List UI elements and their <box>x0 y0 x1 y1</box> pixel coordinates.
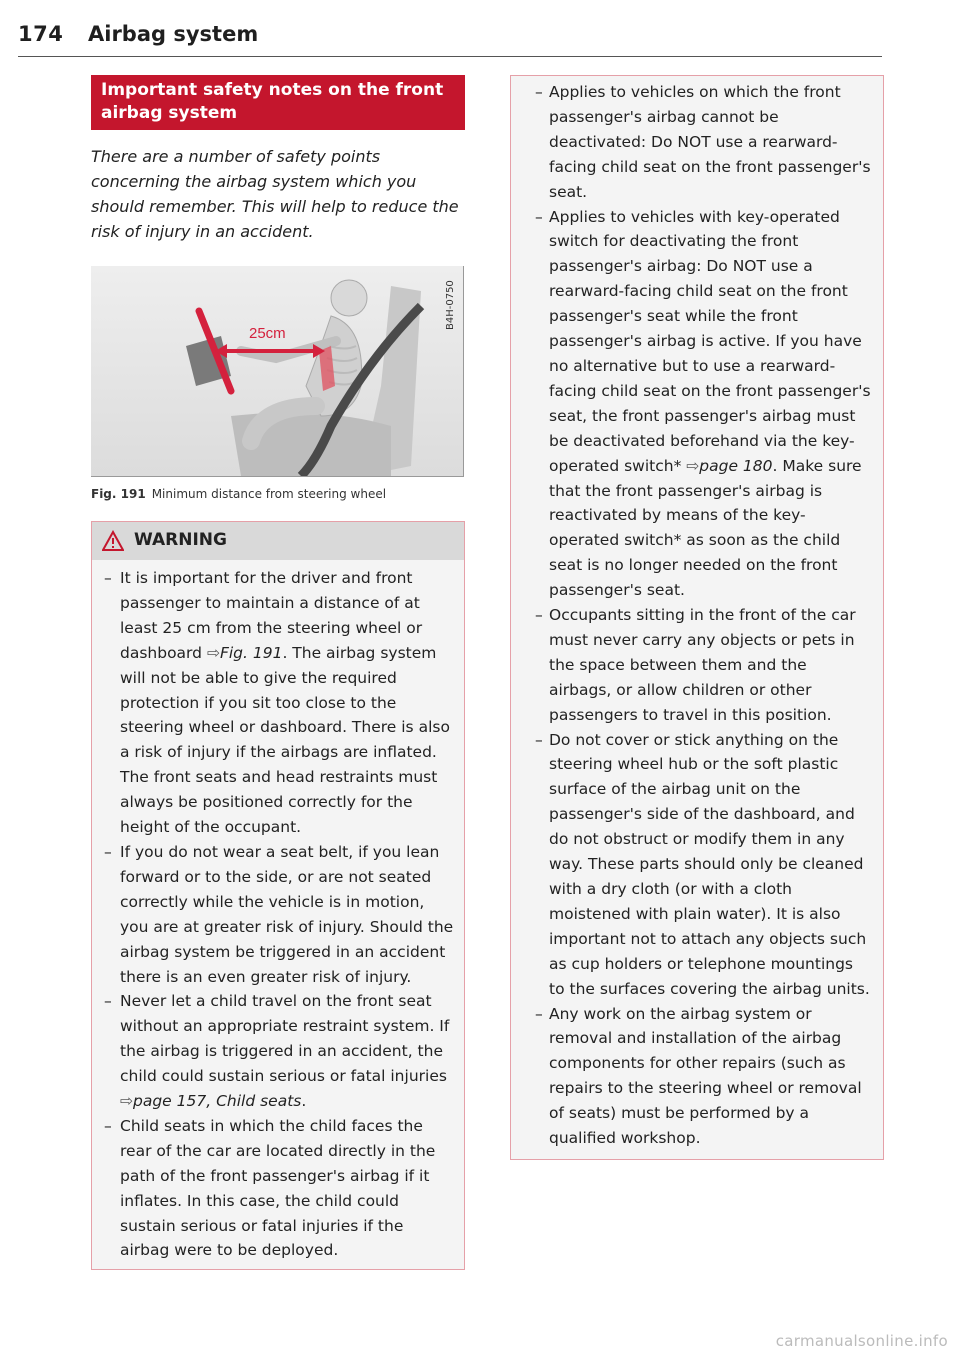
figure-code: B4H-0750 <box>445 280 456 330</box>
list-item: – If you do not wear a seat belt, if you lean forward or to the side, or are not seated correctly while the vehicle is in motion, you are at greater risk of injury. Should the airbag system be triggered in an accident there is an even greater risk of injury. <box>102 840 454 989</box>
list-item: – Occupants sitting in the front of the car must never carry any objects or pets in the space between them and the airbags, or allow children or other passengers to travel in this position. <box>521 603 873 728</box>
page-header <box>18 22 882 57</box>
caption-number: Fig. 191 <box>91 487 146 501</box>
warning-list-continued <box>521 80 873 1151</box>
steering-distance-illustration <box>91 266 463 476</box>
list-item: – Any work on the airbag system or removal and installation of the airbag components for other repairs (such as repairs to the steering wheel or removal of seats) must be performed by a qualified workshop. <box>521 1002 873 1151</box>
warning-title: WARNING <box>134 530 227 550</box>
warning-header <box>92 522 464 560</box>
left-column <box>91 75 465 1270</box>
list-item: – It is important for the driver and front passenger to maintain a distance of at least 25 cm from the steering wheel or dashboard ⇨Fig. 191. The airbag system will not be able to give the required protection if you sit too close to the steering wheel or dashboard. There is also a risk of injury if the airbags are inflated. The front seats and head restraints must always be positioned correctly for the height of the occupant. <box>102 566 454 840</box>
section-title: Airbag system <box>88 22 259 46</box>
figure-caption <box>91 487 465 501</box>
warning-box <box>91 521 465 1270</box>
page-number: 174 <box>18 22 64 46</box>
watermark: carmanualsonline.info <box>775 1332 948 1350</box>
right-warning-continuation <box>510 75 884 1160</box>
distance-label: 25cm <box>249 325 286 342</box>
list-item: – Applies to vehicles with key-operated switch for deactivating the front passenger's airbag: Do NOT use a rearward-facing child seat on the front passenger's seat while the front passenger's airbag is active. If you have no alternative but to use a rearward-facing child seat on the front passenger's seat, the front passenger's airbag must be deactivated beforehand via the key-operated switch* ⇨page 180. Make sure that the front passenger's airbag is reactivated by means of the key-operated switch* as soon as the child seat is no longer needed on the front passenger's seat. <box>521 205 873 604</box>
caption-text: Minimum distance from steering wheel <box>151 487 387 501</box>
figure-191 <box>91 266 464 477</box>
list-item: – Child seats in which the child faces the rear of the car are located directly in the path of the front passenger's airbag if it inflates. In this case, the child could sustain serious or fatal injuries if the airbag were to be deployed. <box>102 1114 454 1263</box>
list-item: – Never let a child travel on the front seat without an appropriate restraint system. If the airbag is triggered in an accident, the child could sustain serious or fatal injuries ⇨page 157, Child seats. <box>102 989 454 1114</box>
list-item: – Applies to vehicles on which the front passenger's airbag cannot be deactivated: Do NOT use a rearward-facing child seat on the front passenger's seat. <box>521 80 873 205</box>
list-item: – Do not cover or stick anything on the steering wheel hub or the soft plastic surface of the airbag unit on the passenger's side of the dashboard, and do not obstruct or modify them in any way. These parts should only be cleaned with a dry cloth (or with a cloth moistened with plain water). It is also important not to attach any objects such as cup holders or telephone mountings to the surfaces covering the airbag units. <box>521 728 873 1002</box>
intro-text: There are a number of safety points concerning the airbag system which you should remember. This will help to reduce the risk of injury in an accident. <box>91 147 459 241</box>
occupant-head <box>331 280 367 316</box>
section-heading: Important safety notes on the front airbag system <box>91 75 465 130</box>
warning-list <box>102 566 454 1263</box>
warning-triangle-icon <box>102 530 124 552</box>
